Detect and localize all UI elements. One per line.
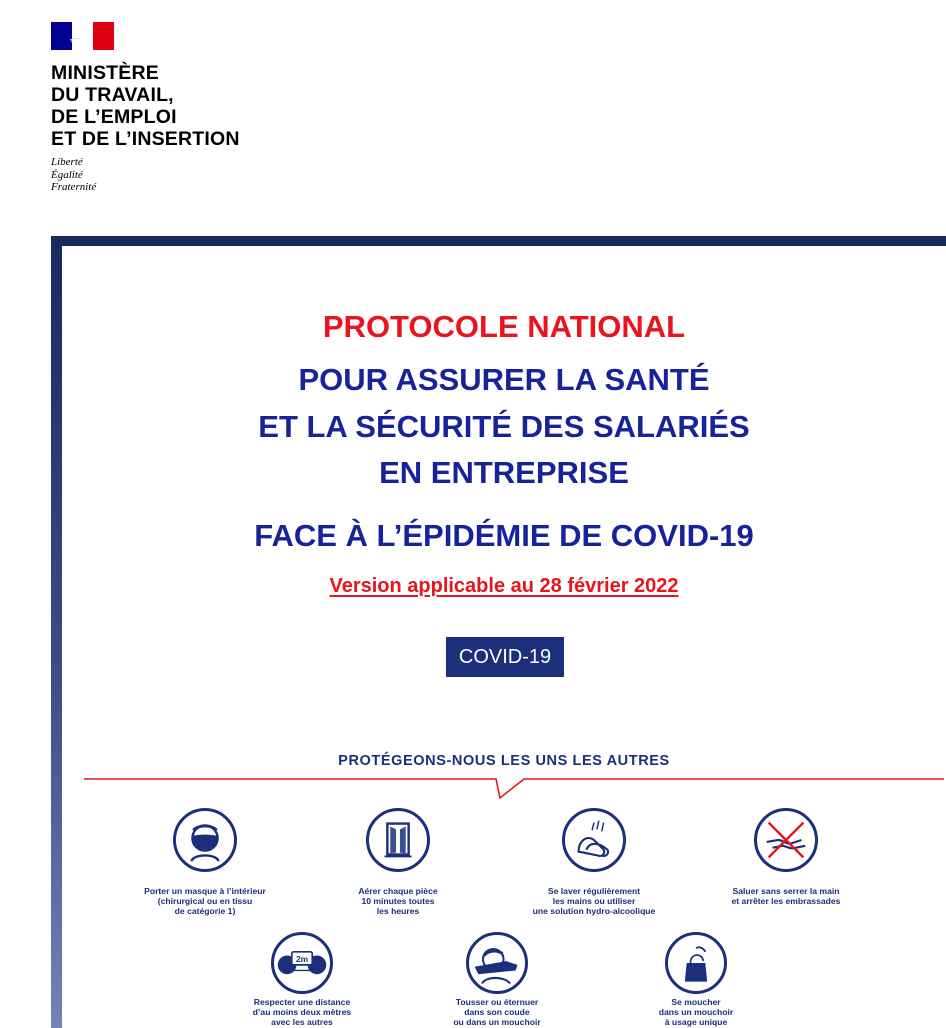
- french-flag-icon: [51, 22, 114, 50]
- motto-line: Fraternité: [51, 181, 97, 193]
- ministry-line: DE L’EMPLOI: [51, 106, 177, 128]
- gesture-caption: Tousser ou éternuer dans son coude ou dans un mouchoir: [453, 997, 541, 1028]
- ministry-line: MINISTÈRE: [51, 62, 159, 84]
- epidemic-heading: FACE À L’ÉPIDÉMIE DE COVID-19: [254, 518, 754, 553]
- covid-badge: COVID-19: [446, 637, 564, 677]
- gesture-caption: Se laver régulièrement les mains ou utiliser une solution hydro-alcoolique: [532, 886, 656, 917]
- gesture-caption: Saluer sans serrer la main et arrêter les embrassades: [731, 886, 841, 907]
- subtitle-line: POUR ASSURER LA SANTÉ: [298, 362, 710, 397]
- gesture-caption: Porter un masque à l’intérieur (chirurgical ou en tissu de catégorie 1): [144, 886, 266, 917]
- cough-elbow-icon: [466, 932, 528, 994]
- subtitle-line: EN ENTREPRISE: [379, 455, 629, 490]
- document-title: PROTOCOLE NATIONAL: [322, 309, 686, 344]
- gesture-caption: Aérer chaque pièce 10 minutes toutes les heures: [358, 886, 438, 917]
- no-handshake-icon: [754, 808, 818, 872]
- gesture-caption: Se moucher dans un mouchoir à usage unique: [658, 997, 734, 1028]
- motto-line: Égalité: [51, 168, 83, 181]
- distance-label: 2m: [295, 954, 309, 965]
- republic-motto: [51, 156, 240, 194]
- subtitle-line: ET LA SÉCURITÉ DES SALARIÉS: [258, 408, 750, 444]
- frame-left-border: [51, 236, 62, 1028]
- motto-line: Liberté: [51, 156, 83, 168]
- ministry-logo: [51, 22, 240, 194]
- gestures-title: PROTÉGEONS-NOUS LES UNS LES AUTRES: [338, 753, 670, 769]
- face-mask-icon: [173, 808, 237, 872]
- hand-washing-icon: [562, 808, 626, 872]
- frame-top-border: [51, 236, 946, 246]
- ministry-line: ET DE L’INSERTION: [51, 128, 240, 150]
- version-text: Version applicable au 28 février 2022: [329, 575, 679, 597]
- ministry-name: [51, 62, 240, 150]
- speech-line: [84, 776, 944, 806]
- version-line: [62, 573, 946, 599]
- gesture-caption: Respecter une distance d’au moins deux mètres avec les autres: [252, 997, 352, 1028]
- document-subtitle: [62, 357, 946, 497]
- ministry-line: DU TRAVAIL,: [51, 84, 174, 106]
- open-window-icon: [366, 808, 430, 872]
- distance-2m-icon: [271, 932, 333, 994]
- tissue-icon: [665, 932, 727, 994]
